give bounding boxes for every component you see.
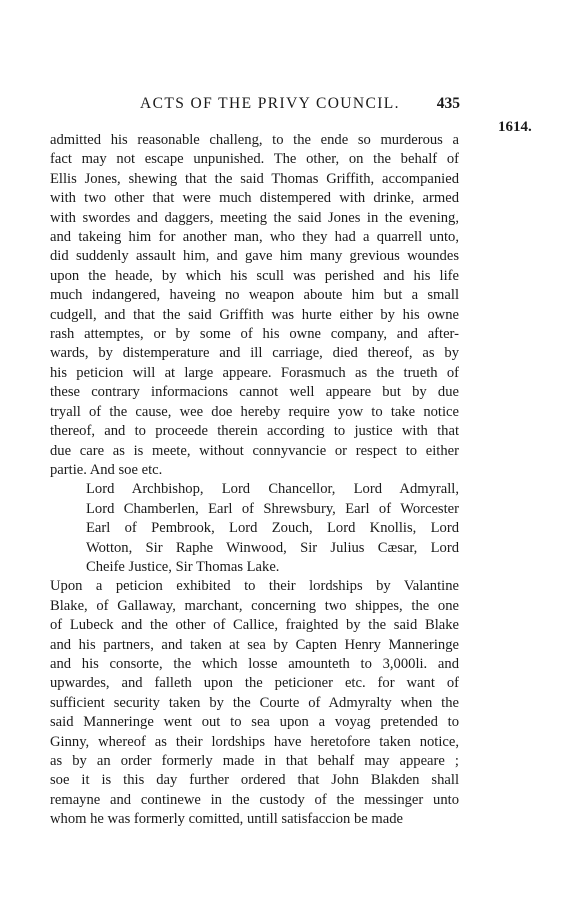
text-line: wards, by distemperature and ill carriage, died thereof, as by	[50, 345, 459, 362]
text-line: Ginny, whereof as their lordships have heretofore taken notice,	[50, 733, 459, 750]
paragraph-blake-petition	[50, 577, 459, 829]
margin-year: 1614.	[498, 119, 532, 135]
text-line: upwardes, and falleth upon the peticioner etc. for want of	[50, 675, 459, 692]
text-line: and his consorte, the which losse amounteth to 3,000li. and	[50, 655, 459, 672]
text-line: said Manneringe went out to sea upon a voyag pretended to	[50, 714, 459, 731]
signatory-line: Earl of Pembrook, Lord Zouch, Lord Knollis, Lord	[86, 520, 459, 537]
text-line: remayne and continewe in the custody of the messinger unto	[50, 791, 459, 808]
text-line: rash attemptes, or by some of his owne company, and after-	[50, 326, 459, 343]
text-line: tryall of the cause, wee doe hereby require yow to take notice	[50, 403, 459, 420]
text-line: and takeing him for another man, who they had a quarrell unto,	[50, 229, 459, 246]
text-line: Upon a peticion exhibited to their lordships by Valantine	[50, 578, 459, 595]
text-line: of Lubeck and the other of Callice, fraighted by the said Blake	[50, 617, 459, 634]
text-line: thereof, and to proceede therein according to justice with that	[50, 423, 459, 440]
text-line: fact may not escape unpunished. The other, on the behalf of	[50, 151, 459, 168]
signatory-line: Wotton, Sir Raphe Winwood, Sir Julius Cæsar, Lord	[86, 539, 459, 556]
signatory-line: Cheife Justice, Sir Thomas Lake.	[86, 558, 280, 575]
body-text	[50, 131, 459, 830]
text-line: his peticion will at large appeare. Forasmuch as the trueth of	[50, 364, 459, 381]
text-line: partie. And soe etc.	[50, 461, 163, 478]
text-line: as by an order formerly made in that behalf may appeare ;	[50, 753, 459, 769]
text-line: sufficient security taken by the Courte of Admyralty when the	[50, 694, 459, 711]
signatories-list	[50, 480, 459, 577]
text-line: due care as is meete, without connyvancie or respect to either	[50, 442, 459, 459]
text-line: Ellis Jones, shewing that the said Thomas Griffith, accompanied	[50, 170, 459, 187]
text-line: Blake, of Gallaway, marchant, concerning two shippes, the one	[50, 597, 459, 614]
text-line: whom he was formerly comitted, untill satisfaccion be made	[50, 811, 403, 828]
text-line: with swordes and daggers, meeting the said Jones in the evening,	[50, 209, 459, 226]
text-line: admitted his reasonable challeng, to the ende so murderous a	[50, 132, 459, 148]
page-number: 435	[436, 95, 460, 112]
text-line: and his partners, and taken at sea by Capten Henry Manneringe	[50, 636, 459, 653]
paragraph-letter-continuation	[50, 131, 459, 480]
text-line: soe it is this day further ordered that John Blakden shall	[50, 772, 459, 789]
text-line: these contrary informacions cannot well appeare but by due	[50, 384, 459, 401]
text-line: did suddenly assault him, and gave him many grevious woundes	[50, 248, 459, 265]
text-line: with two other that were much distempered with drinke, armed	[50, 190, 459, 207]
text-line: much indangered, haveing no weapon aboute him but a small	[50, 287, 459, 304]
signatory-line: Lord Chamberlen, Earl of Shrewsbury, Earl of Worcester	[86, 500, 459, 517]
text-line: cudgell, and that the said Griffith was hurte either by his owne	[50, 306, 459, 323]
text-line: upon the heade, by which his scull was perished and his life	[50, 267, 459, 284]
running-title: ACTS OF THE PRIVY COUNCIL.	[140, 95, 400, 112]
signatory-line: Lord Archbishop, Lord Chancellor, Lord Admyrall,	[86, 481, 459, 498]
